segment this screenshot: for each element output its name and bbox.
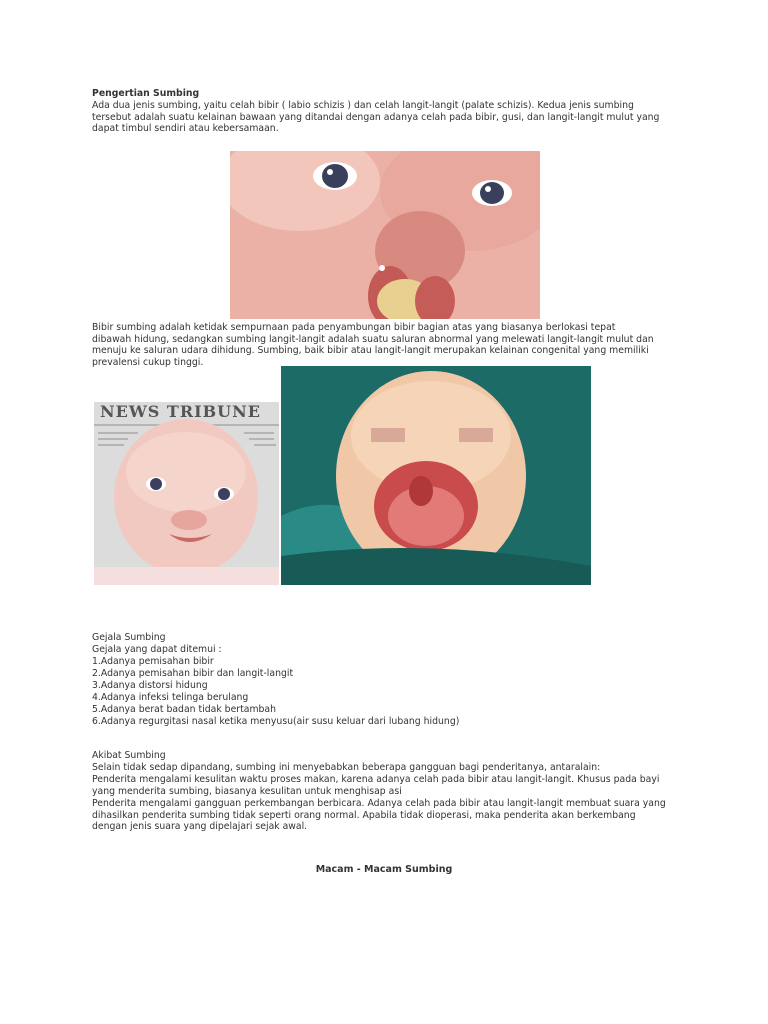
heading-pengertian: Pengertian Sumbing	[92, 88, 200, 99]
gejala-item-3: 3.Adanya distorsi hidung	[92, 680, 208, 691]
heading-akibat: Akibat Sumbing	[92, 750, 166, 761]
gejala-item-1: 1.Adanya pemisahan bibir	[92, 656, 214, 667]
paragraph-pengertian-2: Bibir sumbing adalah ketidak sempurnaan pada penyambungan bibir bagian atas yang biasanya berlokasi tepat dibawah hidung, sedangkan sumbing langit-langit adalah suatu saluran abnormal yang melewati langit-langit mulut dan menuju ke saluran udara dihidung. Sumbing, baik bibir atau langit-langit merupakan kelainan congenital yang memiliki prevalensi cukup tinggi.	[92, 322, 654, 368]
gejala-item-4: 4.Adanya infeksi telinga berulang	[92, 692, 249, 703]
heading-gejala: Gejala Sumbing	[92, 632, 166, 643]
newspaper-masthead: NEWS TRIBUNE	[100, 402, 261, 421]
heading-macam-sumbing: Macam - Macam Sumbing	[315, 864, 453, 875]
paragraph-akibat-1: Selain tidak sedap dipandang, sumbing ini menyebabkan beberapa gangguan bagi penderitanya, antaralain:	[92, 762, 601, 773]
photo-baby-cleft-palate	[281, 366, 591, 585]
photo-baby-cleft-lip-closeup	[230, 151, 540, 319]
gejala-item-2: 2.Adanya pemisahan bibir dan langit-langit	[92, 668, 294, 679]
paragraph-pengertian-1: Ada dua jenis sumbing, yaitu celah bibir ( labio schizis ) dan celah langit-langit (palate schizis). Kedua jenis sumbing tersebut adalah suatu kelainan bawaan yang ditandai dengan adanya celah pada bibir, gusi, dan langit-langit mulut yang dapat timbul sendiri atau kebersamaan.	[92, 100, 660, 135]
photo-baby-newspaper	[94, 402, 279, 585]
gejala-item-6: 6.Adanya regurgitasi nasal ketika menyusu(air susu keluar dari lubang hidung)	[92, 716, 460, 727]
gejala-intro: Gejala yang dapat ditemui :	[92, 644, 222, 655]
gejala-item-5: 5.Adanya berat badan tidak bertambah	[92, 704, 276, 715]
paragraph-akibat-3: Penderita mengalami gangguan perkembangan berbicara. Adanya celah pada bibir atau langit-langit membuat suara yang dihasilkan penderita sumbing tidak seperti orang normal. Apabila tidak dioperasi, maka penderita akan berkembang dengan jenis suara yang dipelajari sejak awal.	[92, 798, 666, 833]
paragraph-akibat-2: Penderita mengalami kesulitan waktu proses makan, karena adanya celah pada bibir atau langit-langit. Khusus pada bayi yang menderita sumbing, biasanya kesulitan untuk menghisap asi	[92, 774, 660, 797]
